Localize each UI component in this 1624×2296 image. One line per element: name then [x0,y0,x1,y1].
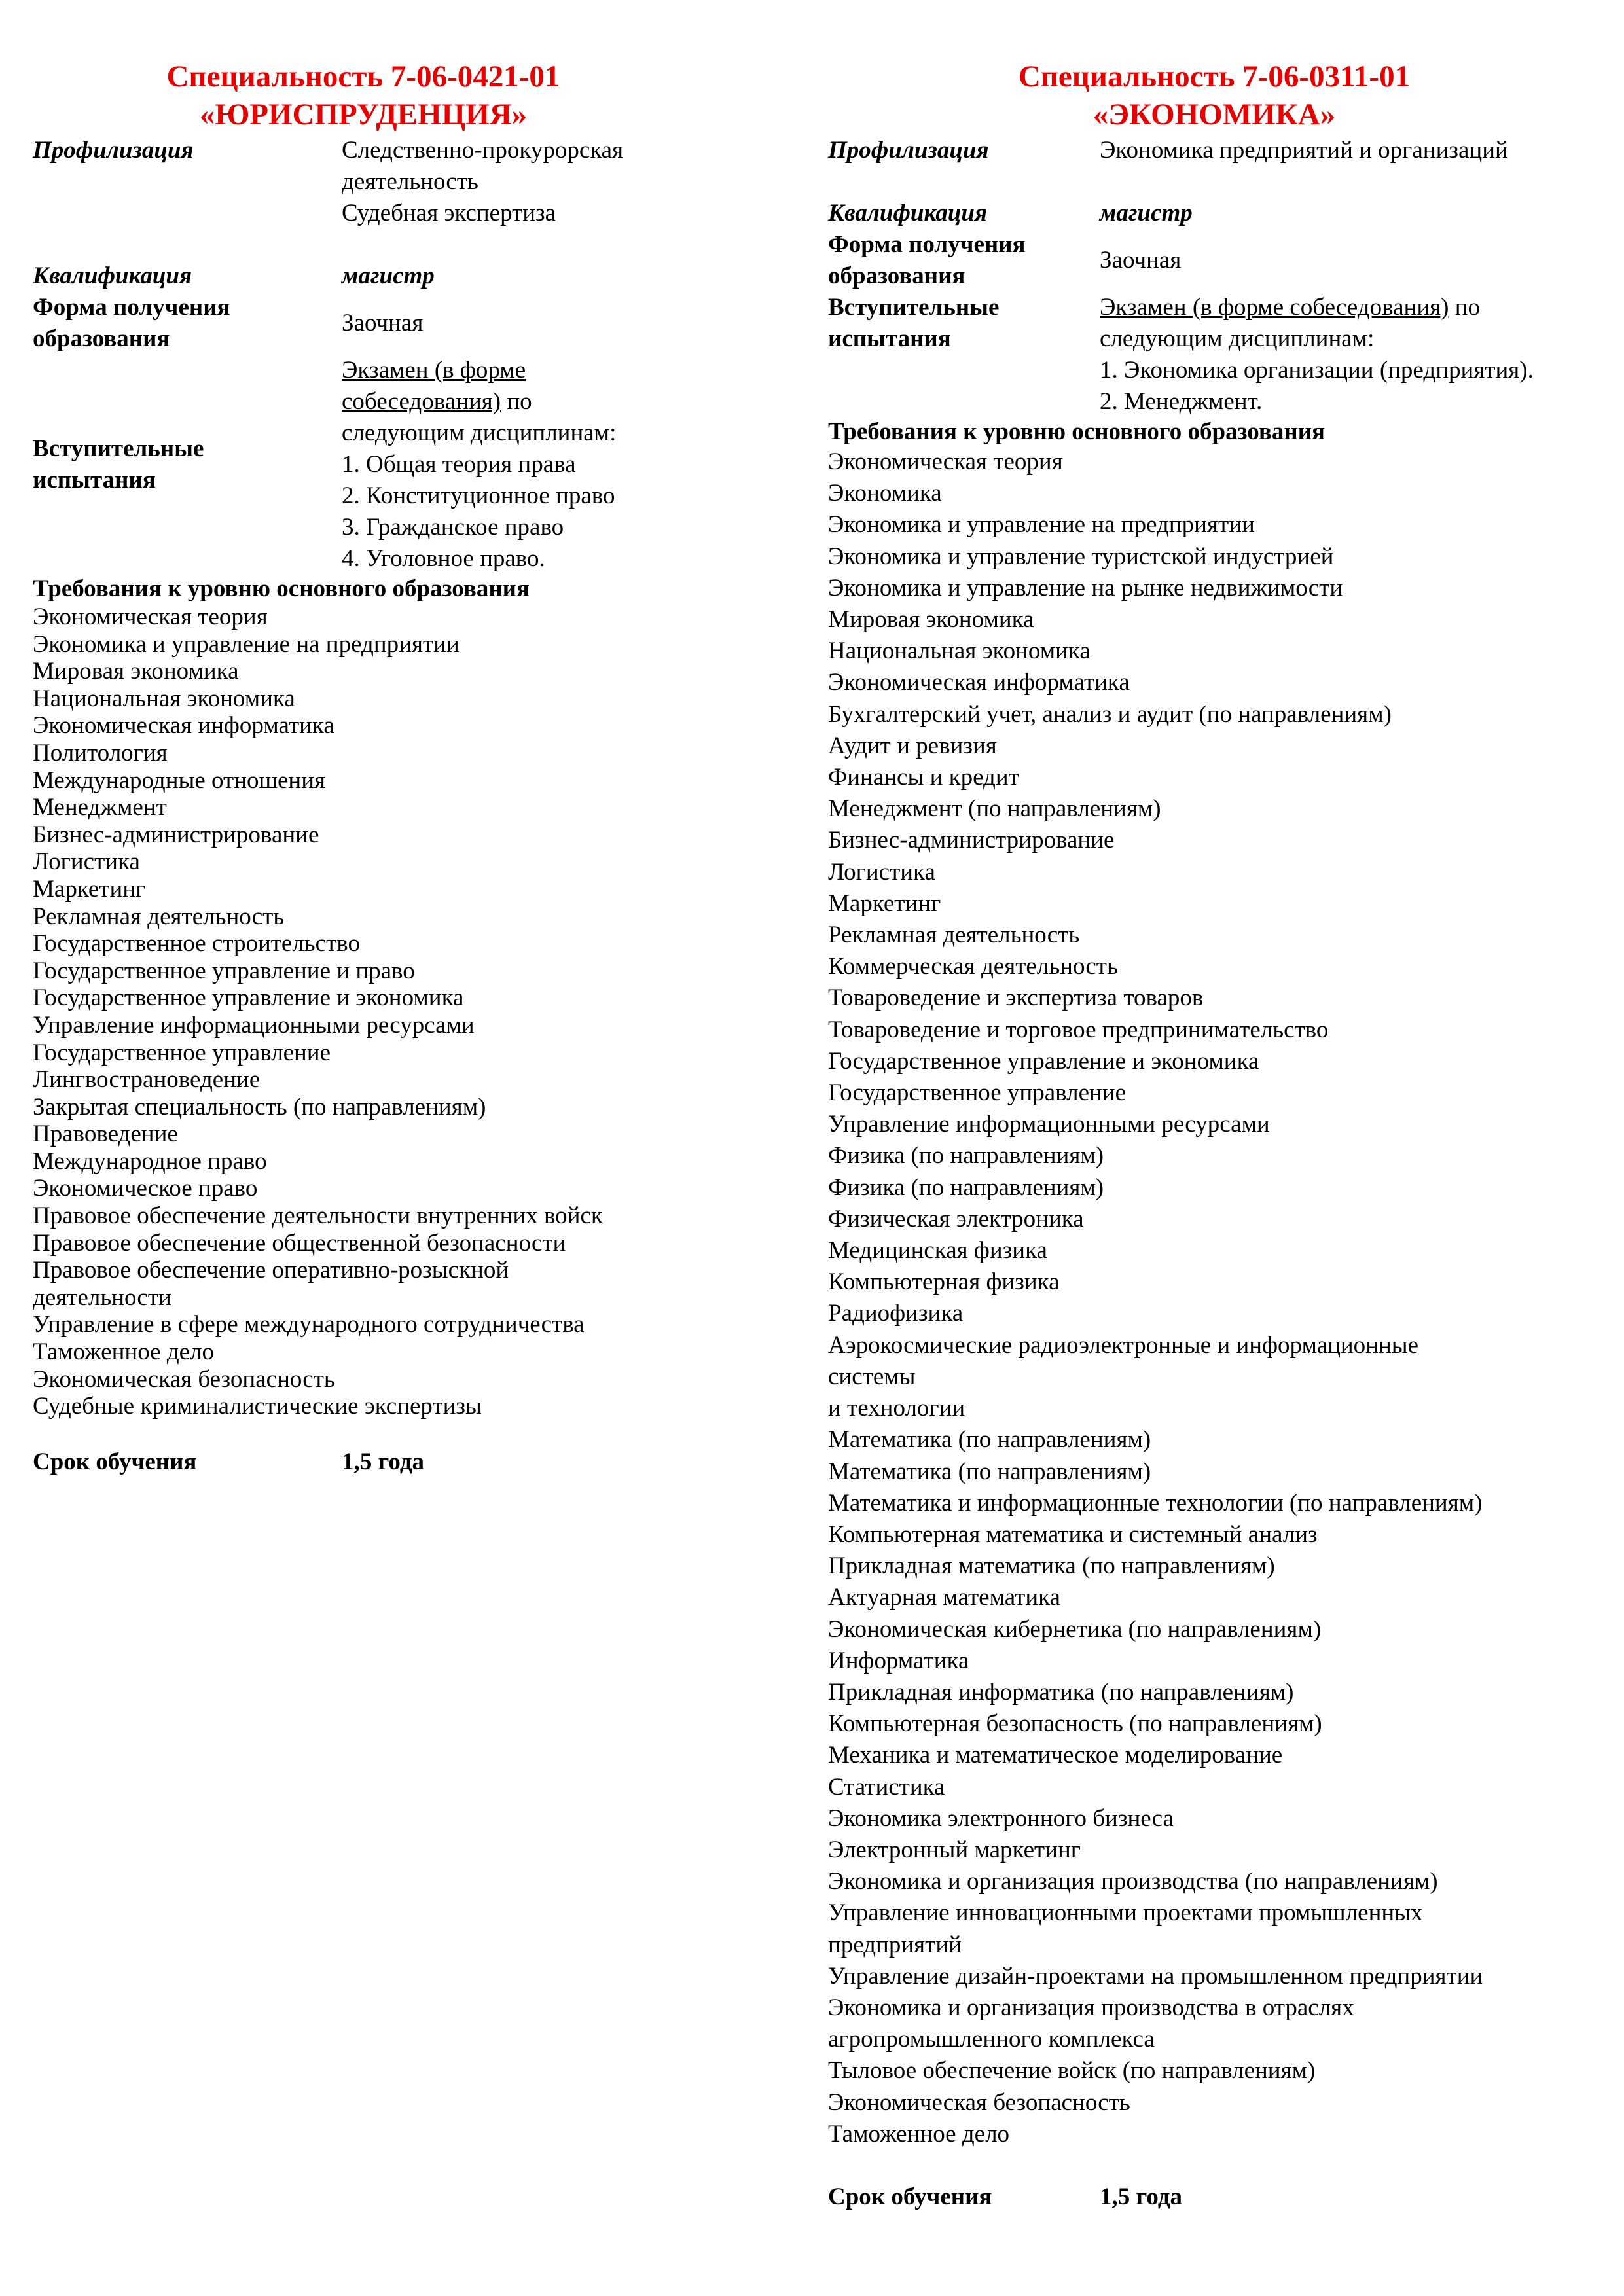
right-requirement-item: Аэрокосмические радиоэлектронные и информационные [828,1331,1419,1359]
right-requirement-item: Экономическая кибернетика (по направлениям) [828,1615,1322,1643]
left-requirement-item: деятельности [33,1283,171,1311]
right-heading [828,58,1600,134]
right-requirement-item: Математика (по направлениям) [828,1458,1151,1485]
left-requirement-item: Правовое обеспечение деятельности внутренних войск [33,1202,603,1230]
left-requirement-item: Экономическая теория [33,603,268,630]
right-requirement-item: Государственное управление [828,1079,1127,1107]
left-requirement-item: Экономическая информатика [33,712,334,740]
right-term-value: 1,5 года [1100,2183,1183,2210]
right-requirement-item: Мировая экономика [828,606,1034,634]
left-term-value: 1,5 года [342,1448,425,1475]
left-requirement-item: Международное право [33,1147,267,1175]
right-form-label [828,229,1100,292]
left-requirement-item: Маркетинг [33,875,146,903]
right-form-label-line: образования [828,262,965,289]
left-requirements-list [33,603,694,1420]
left-form-value-text: Заочная [342,310,424,336]
left-requirement-item: Бизнес-администрирование [33,821,319,848]
right-requirement-item: Коммерческая деятельность [828,953,1118,980]
left-exam-item: 1. Общая теория права [342,451,576,478]
right-term-label: Срок обучения [828,2183,992,2210]
left-requirement-item: Государственное управление и право [33,957,415,984]
left-profile-value: Следственно-прокурорская [342,137,624,164]
right-form-value [1100,229,1600,292]
left-requirement-item: Правовое обеспечение оперативно-розыскной [33,1257,509,1284]
right-specialty-code: Специальность 7-06-0311-01 [1018,60,1411,94]
left-term-label: Срок обучения [33,1448,197,1475]
left-requirement-item: Государственное управление [33,1039,331,1066]
left-study-term [33,1446,694,1478]
left-profile-values [342,135,694,260]
left-requirement-item: Государственное строительство [33,930,360,958]
right-requirements-title: Требования к уровню основного образования [828,418,1325,445]
left-requirement-item: Правоведение [33,1121,178,1148]
right-requirement-item: Радиофизика [828,1300,964,1327]
left-profile-value: Судебная экспертиза [342,200,556,226]
right-requirement-item: предприятий [828,1931,962,1958]
right-requirement-item: Управление инновационными проектами промышленных [828,1899,1423,1927]
right-requirement-item: Физика (по направлениям) [828,1174,1104,1201]
right-requirement-item: Электронный маркетинг [828,1836,1081,1863]
right-requirement-item: Бизнес-администрирование [828,827,1115,854]
left-requirement-item: Мировая экономика [33,658,239,685]
right-requirement-item: Прикладная информатика (по направлениям) [828,1678,1294,1706]
right-profile-label: Профилизация [828,137,989,164]
right-requirement-item: Менеджмент (по направлениям) [828,795,1161,823]
left-exam-suffix: по [501,388,532,415]
left-specialty-code: Специальность 7-06-0421-01 [166,60,560,94]
left-requirement-item: Управление информационными ресурсами [33,1011,475,1039]
right-requirement-item: Управление информационными ресурсами [828,1111,1270,1138]
right-requirement-item: Маркетинг [828,889,941,917]
right-requirement-item: Экономика и управление на предприятии [828,511,1255,539]
right-requirement-item: Экономическая теория [828,448,1063,475]
right-requirement-item: Актуарная математика [828,1584,1060,1611]
left-requirement-item: Управление в сфере международного сотрудничества [33,1311,585,1338]
right-requirement-item: Товароведение и экспертиза товаров [828,984,1204,1012]
right-requirement-item: Финансы и кредит [828,764,1019,791]
right-requirement-item: Компьютерная безопасность (по направлениям) [828,1710,1322,1738]
left-entrance-label-line: испытания [33,467,156,493]
right-requirement-item: Экономика и управление туристской индустрией [828,543,1334,570]
right-requirement-item: Экономическая безопасность [828,2089,1130,2116]
left-requirement-item: Менеджмент [33,794,167,821]
left-exam-item: 2. Конституционное право [342,482,615,509]
right-study-term [828,2181,1600,2213]
right-requirement-item: Прикладная математика (по направлениям) [828,1552,1275,1580]
right-entrance-label [828,292,1100,418]
left-requirement-item: Закрытая специальность (по направлениям) [33,1093,486,1121]
right-requirement-item: Математика и информационные технологии (по направлениям) [828,1489,1483,1516]
left-requirement-item: Логистика [33,848,140,876]
right-requirement-item: Государственное управление и экономика [828,1047,1259,1075]
right-qualification-value: магистр [1100,200,1193,226]
right-requirement-item: Национальная экономика [828,637,1091,665]
right-specialty-name: «ЭКОНОМИКА» [1092,98,1336,132]
left-heading [33,58,694,134]
right-form-label-line: Форма получения [828,231,1026,258]
right-requirement-item: Товароведение и торговое предпринимательство [828,1016,1329,1043]
right-requirement-item: Экономика и организация производства в отраслях [828,1994,1354,2021]
right-requirement-item: Компьютерная математика и системный анализ [828,1520,1318,1548]
right-qualification-label: Квалификация [828,200,988,226]
left-qualification-value: магистр [342,262,435,289]
left-form-label [33,292,342,355]
left-requirement-item: Таможенное дело [33,1338,215,1366]
left-profile-value: деятельность [342,168,478,195]
right-profile-value: Экономика предприятий и организаций [1100,137,1508,164]
left-requirement-item: Экономика и управление на предприятии [33,630,460,658]
left-requirement-item: Экономическая безопасность [33,1365,335,1393]
right-requirement-item: агропромышленного комплекса [828,2026,1155,2053]
right-requirement-item: Бухгалтерский учет, анализ и аудит (по направлениям) [828,700,1392,728]
left-exam-item: 4. Уголовное право. [342,545,545,572]
right-requirement-item: Физика (по направлениям) [828,1142,1104,1170]
right-requirement-item: Физическая электроника [828,1205,1084,1232]
right-requirement-item: Рекламная деятельность [828,922,1080,949]
right-requirement-item: Логистика [828,858,935,886]
left-requirement-item: Судебные криминалистические экспертизы [33,1393,482,1420]
left-requirement-item: Правовое обеспечение общественной безопасности [33,1229,566,1257]
left-profile-label: Профилизация [33,137,194,164]
left-requirement-item: Политология [33,739,168,766]
right-requirement-item: Аудит и ревизия [828,732,997,759]
right-exam-item: 2. Менеджмент. [1100,388,1263,415]
right-exam-suffix: по [1449,294,1481,321]
left-requirement-item: Рекламная деятельность [33,903,285,930]
left-column [33,58,694,1478]
right-requirement-item: Экономическая информатика [828,669,1130,696]
right-requirement-item: Информатика [828,1647,969,1674]
right-requirement-item: Экономика и организация производства (по направлениям) [828,1868,1438,1895]
left-requirements-title: Требования к уровню основного образования [33,575,530,602]
left-form-label-line: образования [33,325,170,352]
left-exam-item: 3. Гражданское право [342,514,564,541]
right-requirements-list [828,446,1600,2150]
left-requirement-item: Национальная экономика [33,685,295,712]
left-form-label-line: Форма получения [33,294,230,321]
left-requirement-item: Экономическое право [33,1175,258,1202]
left-entrance-exam [342,355,694,575]
right-requirement-item: системы [828,1363,916,1390]
left-exam-form: Экзамен (в форме [342,357,526,384]
left-entrance-label-line: Вступительные [33,435,204,462]
left-entrance-label [33,355,342,575]
right-requirement-item: Экономика и управление на рынке недвижимости [828,574,1343,601]
right-requirement-item: Медицинская физика [828,1237,1047,1265]
right-requirement-item: Компьютерная физика [828,1268,1060,1296]
right-requirement-item: Таможенное дело [828,2120,1010,2147]
right-requirement-item: Математика (по направлениям) [828,1426,1151,1454]
right-requirement-item: Тыловое обеспечение войск (по направлениям) [828,2057,1316,2085]
right-form-value-text: Заочная [1100,247,1182,274]
left-requirement-item: Государственное управление и экономика [33,984,464,1012]
right-requirement-item: Механика и математическое моделирование [828,1742,1283,1769]
left-info-table [33,135,694,575]
right-requirement-item: Управление дизайн-проектами на промышленном предприятии [828,1962,1483,1990]
right-requirement-item: Статистика [828,1773,945,1801]
right-requirement-item: Экономика электронного бизнеса [828,1804,1174,1832]
right-entrance-exam [1100,292,1600,418]
left-form-value [342,292,694,355]
left-exam-form: собеседования) [342,388,501,415]
left-requirement-item: Международные отношения [33,766,326,794]
right-info-table [828,135,1600,418]
right-entrance-label-line: Вступительные [828,294,1000,321]
right-exam-intro: следующим дисциплинам: [1100,325,1375,352]
right-requirement-item: и технологии [828,1395,965,1422]
left-qualification-label: Квалификация [33,262,192,289]
right-entrance-label-line: испытания [828,325,951,352]
left-exam-intro: следующим дисциплинам: [342,420,617,446]
right-requirement-item: Экономика [828,480,942,507]
right-exam-form: Экзамен (в форме собеседования) [1100,294,1449,321]
left-specialty-name: «ЮРИСПРУДЕНЦИЯ» [199,98,528,132]
right-column [828,58,1600,2213]
left-requirement-item: Лингвострановедение [33,1066,261,1094]
right-exam-item: 1. Экономика организации (предприятия). [1100,357,1534,384]
